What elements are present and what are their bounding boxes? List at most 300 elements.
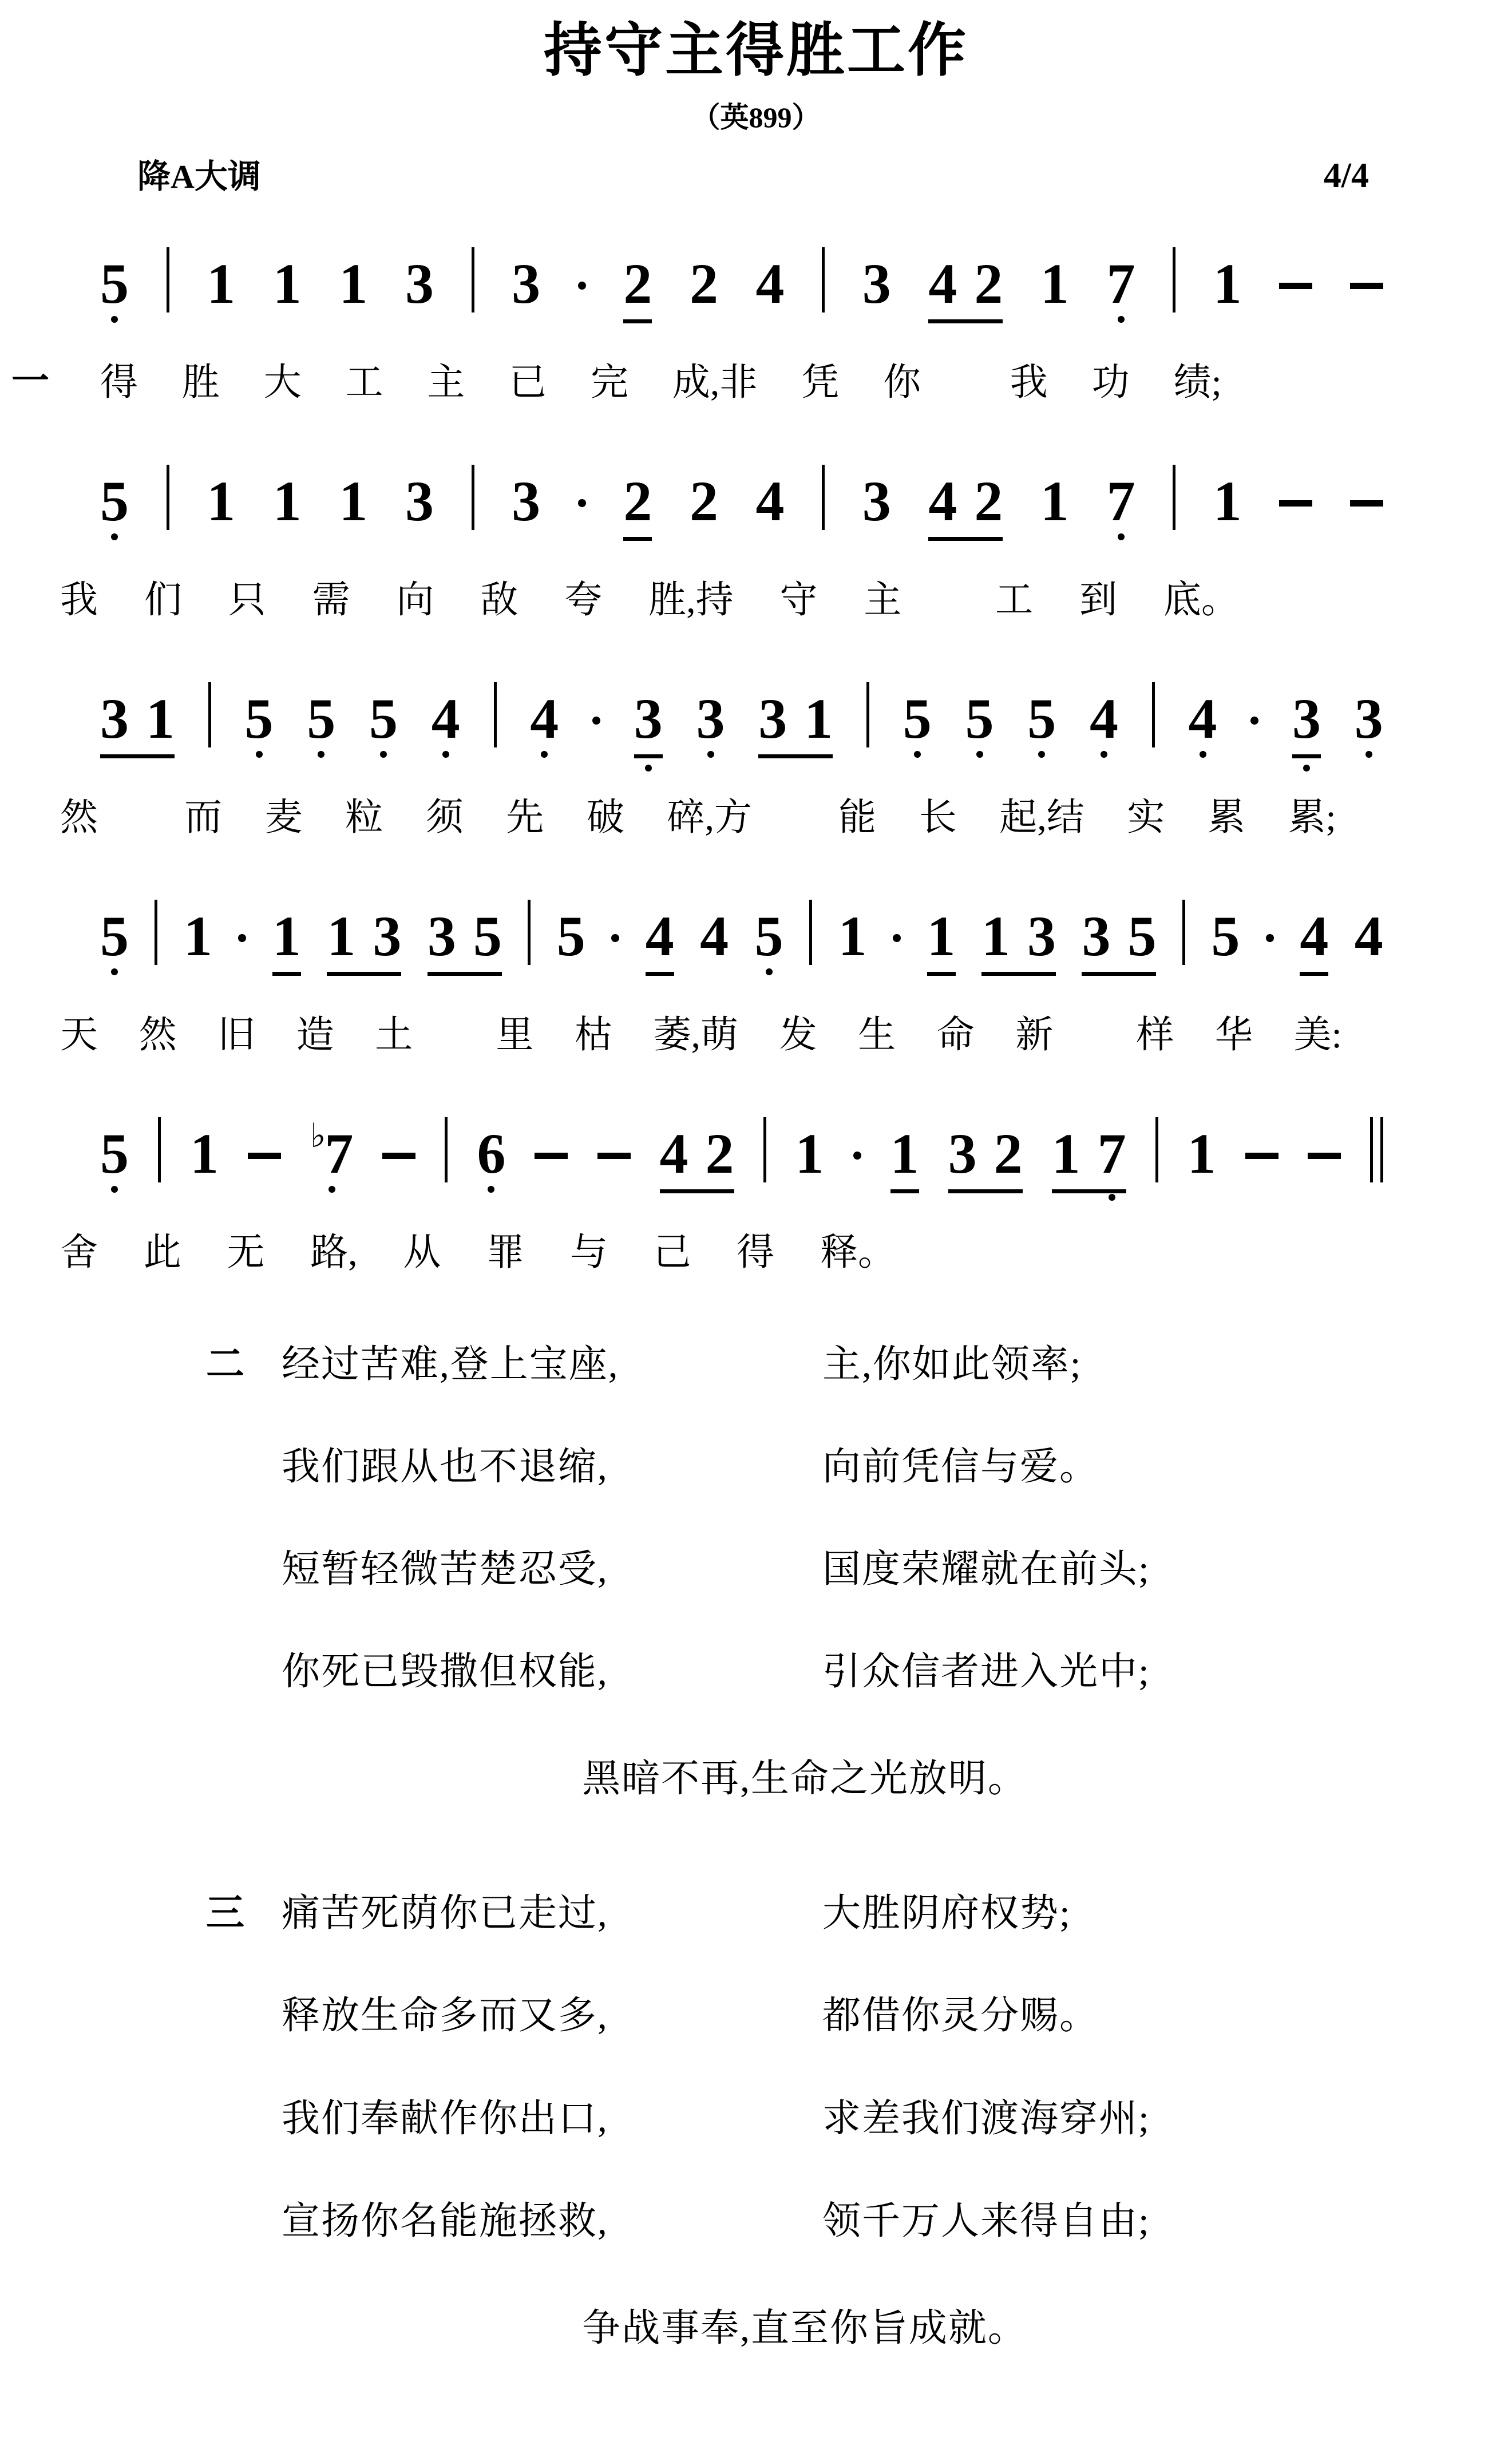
note-number: 4: [1300, 904, 1329, 968]
lyric-syllable: 新: [1015, 1014, 1054, 1057]
lyric-syllable: 里: [496, 1014, 534, 1057]
notation-row: [100, 469, 1383, 559]
low-octave-dot-icon: [1200, 751, 1206, 758]
note-number: 4: [755, 469, 785, 533]
note: [928, 252, 957, 316]
note: [272, 469, 302, 533]
low-octave-dot-icon: [256, 751, 263, 758]
note: [634, 687, 663, 758]
note-number: 3: [1027, 904, 1056, 968]
note: [903, 687, 932, 751]
lyric-syllable: 罪: [486, 1232, 525, 1274]
note: [1213, 252, 1242, 316]
note-number: 5: [100, 904, 129, 968]
verse-line-row: [206, 1548, 1369, 1592]
dotted-note-dot-icon: [853, 1152, 861, 1160]
lyric-syllable: 已: [509, 362, 547, 404]
dotted-note-dot-icon: [592, 717, 600, 725]
note: [1292, 687, 1321, 758]
low-octave-dot-icon: [111, 968, 118, 975]
verse-number: [206, 2199, 282, 2244]
verse-number: [206, 1994, 282, 2038]
verse-line-right: 大胜阴府权势;: [822, 1892, 1071, 1935]
note: [100, 252, 129, 316]
lyric-syllable: 无: [227, 1232, 265, 1274]
note-number: 5: [100, 469, 129, 533]
lyric-syllable: 造: [296, 1014, 334, 1057]
barline: [809, 900, 812, 965]
verse-block: [206, 1343, 1369, 1801]
note-number: 3: [758, 687, 787, 751]
notation-row: [100, 904, 1383, 994]
lyric-syllable: 萎,萌: [653, 1014, 738, 1057]
lyric-syllable: 凭: [801, 362, 840, 404]
note-number: 7: [1097, 1122, 1126, 1186]
lyric-syllable: 向: [396, 579, 434, 622]
note-number: 4: [645, 904, 674, 968]
held-beat-dash: [1245, 1153, 1279, 1159]
beamed-note-group: [928, 252, 1003, 323]
note: [1127, 904, 1157, 968]
note-number: 1: [1051, 1122, 1080, 1186]
note: [862, 252, 891, 316]
note: [272, 904, 301, 976]
note: [623, 469, 652, 541]
lyric-syllable: 发: [779, 1014, 817, 1057]
note-number: 4: [755, 252, 785, 316]
note: [405, 252, 434, 316]
note-number: 4: [928, 469, 957, 533]
note-number: 3: [405, 469, 434, 533]
note-number: 1: [1040, 252, 1069, 316]
note: [758, 687, 787, 751]
note: [659, 1122, 688, 1186]
low-octave-dot-icon: [541, 751, 548, 758]
beamed-note-group: [948, 1122, 1023, 1193]
music-system: [11, 252, 1383, 409]
lyric-syllable: 夸: [564, 579, 603, 622]
note: [994, 1122, 1023, 1186]
note: [1187, 1122, 1216, 1186]
note: [1300, 904, 1329, 976]
barline: [167, 465, 169, 530]
note-number: 3: [512, 252, 541, 316]
note: [100, 904, 129, 968]
note: [477, 1122, 506, 1186]
note: [689, 252, 718, 316]
note: [1040, 469, 1069, 533]
lyric-syllable: 释。: [820, 1232, 896, 1274]
lyric-syllable: 需: [312, 579, 350, 622]
note: [965, 687, 994, 751]
held-beat-dash: [248, 1153, 281, 1159]
note: [512, 469, 541, 533]
verse-line-row: [206, 1892, 1369, 1936]
beamed-note-group: [659, 1122, 734, 1193]
beamed-note-group: [100, 687, 175, 758]
held-beat-dash: [535, 1153, 568, 1159]
beamed-note-group: [928, 469, 1003, 541]
lyric-syllable: 与: [569, 1232, 608, 1274]
music-system: [60, 1117, 1383, 1279]
lyric-syllable: 旧: [217, 1014, 256, 1057]
verse-block: [206, 1892, 1369, 2350]
note-number: 5: [100, 1122, 129, 1186]
lyric-syllable: 底。: [1163, 579, 1239, 622]
notation-row: [100, 252, 1383, 341]
note: [183, 904, 212, 968]
note: [1211, 904, 1240, 968]
note: [427, 904, 456, 968]
time-signature: 4/4: [1323, 156, 1369, 196]
note-number: 2: [974, 469, 1003, 533]
note-number: 2: [994, 1122, 1023, 1186]
note-number: 7: [1106, 252, 1135, 316]
note: [369, 687, 398, 751]
note: [928, 469, 957, 533]
note-number: 3: [634, 687, 663, 751]
lyric-syllable: 舍: [60, 1232, 98, 1274]
note: [689, 469, 718, 533]
note-number: 1: [1040, 469, 1069, 533]
lyric-syllable: 然: [138, 1014, 177, 1057]
note: [207, 252, 236, 316]
held-beat-dash: [1279, 283, 1312, 289]
verse-line-right: 都借你灵分赐。: [822, 1995, 1099, 2038]
note-number: 5: [1027, 687, 1056, 751]
note-number: 2: [689, 252, 718, 316]
lyrics-row: [60, 799, 1336, 844]
note: [100, 687, 129, 751]
note: [431, 687, 460, 751]
note: [755, 252, 785, 316]
note-number: 3: [948, 1122, 977, 1186]
lyric-syllable: 只: [228, 579, 266, 622]
held-beat-dash: [1350, 283, 1383, 289]
low-octave-dot-icon: [1118, 316, 1125, 323]
key-signature: 降A大调: [137, 158, 261, 196]
lyric-syllable: 敌: [480, 579, 518, 622]
low-octave-dot-icon: [111, 533, 118, 540]
note-number: 4: [928, 252, 957, 316]
lyric-syllable: 起,结: [999, 797, 1084, 839]
note: [146, 687, 175, 751]
lyric-syllable: 累;: [1288, 797, 1336, 839]
verse-line-left: 我们跟从也不退缩,: [282, 1446, 608, 1489]
note-number: 7: [324, 1122, 354, 1186]
beamed-note-group: [1082, 904, 1157, 976]
verse-number: [206, 1650, 282, 1694]
lyric-syllable: 累: [1207, 797, 1245, 839]
lyric-syllable: 碎,方: [667, 797, 752, 839]
verse-line-left: 宣扬你名能施拯救,: [282, 2199, 608, 2242]
held-beat-dash: [1308, 1153, 1341, 1159]
dotted-note-dot-icon: [611, 934, 619, 942]
note: [981, 904, 1010, 968]
note: [755, 469, 785, 533]
low-octave-dot-icon: [766, 968, 773, 975]
note: [310, 1117, 354, 1186]
verse-line-left: 经过苦难,登上宝座,: [282, 1343, 619, 1386]
note: [530, 687, 559, 751]
note-number: 3: [405, 252, 434, 316]
note-number: 3: [373, 904, 402, 968]
verse-line-row: [206, 1994, 1369, 2038]
lyric-syllable: 麦: [264, 797, 303, 839]
verse-closing-line: 黑暗不再,生命之光放明。: [582, 1758, 1027, 1801]
lyric-syllable: 胜,持: [648, 579, 734, 622]
barline: [822, 247, 825, 312]
verse-number: 三: [206, 1892, 244, 1935]
note: [1097, 1122, 1126, 1186]
note: [556, 904, 585, 968]
stanza-marker: 一: [11, 361, 49, 403]
note-number: 3: [862, 469, 891, 533]
low-octave-dot-icon: [707, 751, 714, 758]
note-number: 4: [700, 904, 729, 968]
note-number: 1: [272, 469, 302, 533]
note-number: 3: [1292, 687, 1321, 751]
low-octave-dot-icon: [111, 1186, 118, 1193]
verse-line-row: [206, 1343, 1369, 1387]
lyric-syllable: 主: [864, 579, 902, 622]
verse-line-right: 求差我们渡海穿州;: [822, 2097, 1150, 2140]
barline: [1173, 247, 1175, 312]
verse-line-left: 释放生命多而又多,: [282, 1995, 608, 2038]
note-number: 2: [974, 252, 1003, 316]
note-number: 1: [1213, 469, 1242, 533]
note-number: 1: [339, 252, 368, 316]
lyric-syllable: 然: [60, 797, 98, 839]
lyric-syllable: 己: [653, 1232, 691, 1274]
lyric-syllable: 守: [779, 579, 818, 622]
note-number: 1: [146, 687, 175, 751]
low-octave-dot-icon: [1101, 751, 1107, 758]
note: [473, 904, 502, 968]
barline: [763, 1117, 766, 1182]
hymn-number: （英899）: [691, 101, 821, 134]
lyric-syllable: 枯: [574, 1014, 612, 1057]
key-time-row: [0, 156, 1512, 196]
note-number: 4: [1188, 687, 1217, 751]
note-number: 1: [795, 1122, 824, 1186]
lyric-syllable: 生: [858, 1014, 896, 1057]
lyrics-row: [60, 1234, 896, 1279]
note-number: 3: [100, 687, 129, 751]
lyric-syllable: 土: [375, 1014, 413, 1057]
note-number: 1: [327, 904, 356, 968]
flat-icon: ♭: [310, 1117, 326, 1155]
verse-number: [206, 1445, 282, 1489]
note: [373, 904, 402, 968]
verse-line-left: 你死已毁撒但权能,: [282, 1651, 608, 1694]
verse-line-row: [206, 1650, 1369, 1694]
note-number: 1: [183, 904, 212, 968]
note: [1106, 252, 1135, 316]
lyric-syllable: 我: [60, 579, 98, 622]
low-octave-dot-icon: [328, 1186, 335, 1193]
barline: [208, 682, 211, 747]
barline: [1370, 1117, 1373, 1182]
note: [754, 904, 783, 968]
note: [339, 252, 368, 316]
note-number: 1: [339, 469, 368, 533]
lyric-syllable: 成,非: [672, 362, 758, 404]
text-verses: [0, 1343, 1512, 2350]
lyric-syllable: 破: [586, 797, 624, 839]
note: [974, 252, 1003, 316]
note: [512, 252, 541, 316]
lyric-syllable: 你: [883, 362, 921, 404]
lyric-syllable: 主: [427, 362, 465, 404]
dotted-note-dot-icon: [1266, 934, 1274, 942]
note-number: 5: [473, 904, 502, 968]
note-number: 1: [207, 469, 236, 533]
beamed-note-group: [758, 687, 833, 758]
note: [307, 687, 336, 751]
verse-line-right: 领千万人来得自由;: [822, 2199, 1150, 2242]
low-octave-dot-icon: [380, 751, 387, 758]
verse-line-row: [206, 2097, 1369, 2141]
low-octave-dot-icon: [645, 765, 652, 772]
low-octave-dot-icon: [1109, 1194, 1115, 1201]
note: [862, 469, 891, 533]
note: [272, 252, 302, 316]
lyric-syllable: 胜: [181, 362, 220, 404]
note: [974, 469, 1003, 533]
note-number: 3: [512, 469, 541, 533]
held-beat-dash: [597, 1153, 631, 1159]
verse-line-left: 我们奉献作你出口,: [282, 2097, 608, 2140]
music-system: [60, 687, 1383, 844]
beamed-note-group: [1051, 1122, 1126, 1193]
note-number: 5: [369, 687, 398, 751]
note-number: 5: [244, 687, 274, 751]
barline: [1152, 682, 1155, 747]
lyric-syllable: 此: [143, 1232, 181, 1274]
note: [1027, 904, 1056, 968]
lyric-syllable: 能: [838, 797, 877, 839]
barline: [866, 682, 869, 747]
note-number: 1: [981, 904, 1010, 968]
note: [1213, 469, 1242, 533]
lyric-syllable: 华: [1214, 1014, 1253, 1057]
note: [795, 1122, 824, 1186]
barline: [472, 465, 474, 530]
lyric-syllable: 得: [100, 362, 138, 404]
note-number: 1: [804, 687, 833, 751]
notation-row: [100, 687, 1383, 776]
verse-number: [206, 1548, 282, 1592]
lyric-syllable: 工: [345, 362, 383, 404]
note-number: 2: [623, 252, 652, 316]
barline: [167, 247, 169, 312]
note-number: 1: [207, 252, 236, 316]
dotted-note-dot-icon: [238, 934, 246, 942]
note-number: 5: [903, 687, 932, 751]
note: [1188, 687, 1217, 751]
music-system: [60, 904, 1383, 1061]
note-number: 2: [623, 469, 652, 533]
beamed-note-group: [327, 904, 402, 976]
hymn-title: 持守主得胜工作: [544, 19, 968, 84]
lyric-syllable: 工: [995, 579, 1034, 622]
lyric-syllable: 们: [144, 579, 182, 622]
low-octave-dot-icon: [1303, 765, 1310, 772]
note-number: 4: [1354, 904, 1383, 968]
barline: [1380, 1117, 1383, 1182]
lyrics-row: [60, 581, 1239, 626]
note: [1082, 904, 1111, 968]
low-octave-dot-icon: [914, 751, 921, 758]
note-number: 5: [556, 904, 585, 968]
lyric-syllable: 美:: [1293, 1014, 1342, 1057]
note-number: 5: [754, 904, 783, 968]
low-octave-dot-icon: [1365, 751, 1372, 758]
note: [244, 687, 274, 751]
held-beat-dash: [1350, 500, 1383, 507]
note: [838, 904, 867, 968]
note: [1090, 687, 1118, 751]
music-system: [60, 469, 1383, 626]
verse-line-right: 国度荣耀就在前头;: [822, 1548, 1150, 1591]
note: [100, 469, 129, 533]
lyric-syllable: 到: [1079, 579, 1117, 622]
note: [1051, 1122, 1080, 1186]
note-number: 1: [1213, 252, 1242, 316]
lyric-syllable: 得: [737, 1232, 775, 1274]
low-octave-dot-icon: [318, 751, 324, 758]
barline: [1155, 1117, 1158, 1182]
note-number: 5: [1211, 904, 1240, 968]
beamed-note-group: [981, 904, 1056, 976]
lyrics-row: [100, 364, 1222, 409]
note-number: 3: [696, 687, 725, 751]
note: [1027, 687, 1056, 751]
note-number: 4: [431, 687, 460, 751]
lyric-syllable: 从: [403, 1232, 441, 1274]
barline: [472, 247, 474, 312]
verse-line-right: 向前凭信与爱。: [822, 1446, 1099, 1489]
note-number: 4: [659, 1122, 688, 1186]
note: [696, 687, 725, 751]
dotted-note-dot-icon: [578, 282, 586, 290]
low-octave-dot-icon: [976, 751, 983, 758]
low-octave-dot-icon: [488, 1186, 494, 1193]
low-octave-dot-icon: [1038, 751, 1045, 758]
note-number: 7: [1106, 469, 1135, 533]
lyric-syllable: 天: [60, 1014, 98, 1057]
barline: [1173, 465, 1175, 530]
note: [1040, 252, 1069, 316]
note: [327, 904, 356, 968]
barline: [155, 900, 157, 965]
verse-line-left: 痛苦死荫你已走过,: [282, 1892, 608, 1935]
note: [339, 469, 368, 533]
note-number: 1: [890, 1122, 919, 1186]
notation-row: [100, 1117, 1383, 1211]
note-number: 3: [1082, 904, 1111, 968]
note-number: 6: [477, 1122, 506, 1186]
lyric-syllable: 粒: [345, 797, 383, 839]
lyric-syllable: 路,: [310, 1232, 358, 1274]
lyric-syllable: 命: [936, 1014, 975, 1057]
lyric-syllable: 绩;: [1173, 362, 1222, 404]
note-number: 5: [307, 687, 336, 751]
lyric-syllable: 长: [919, 797, 957, 839]
note: [700, 904, 729, 968]
note-number: 1: [190, 1122, 219, 1186]
